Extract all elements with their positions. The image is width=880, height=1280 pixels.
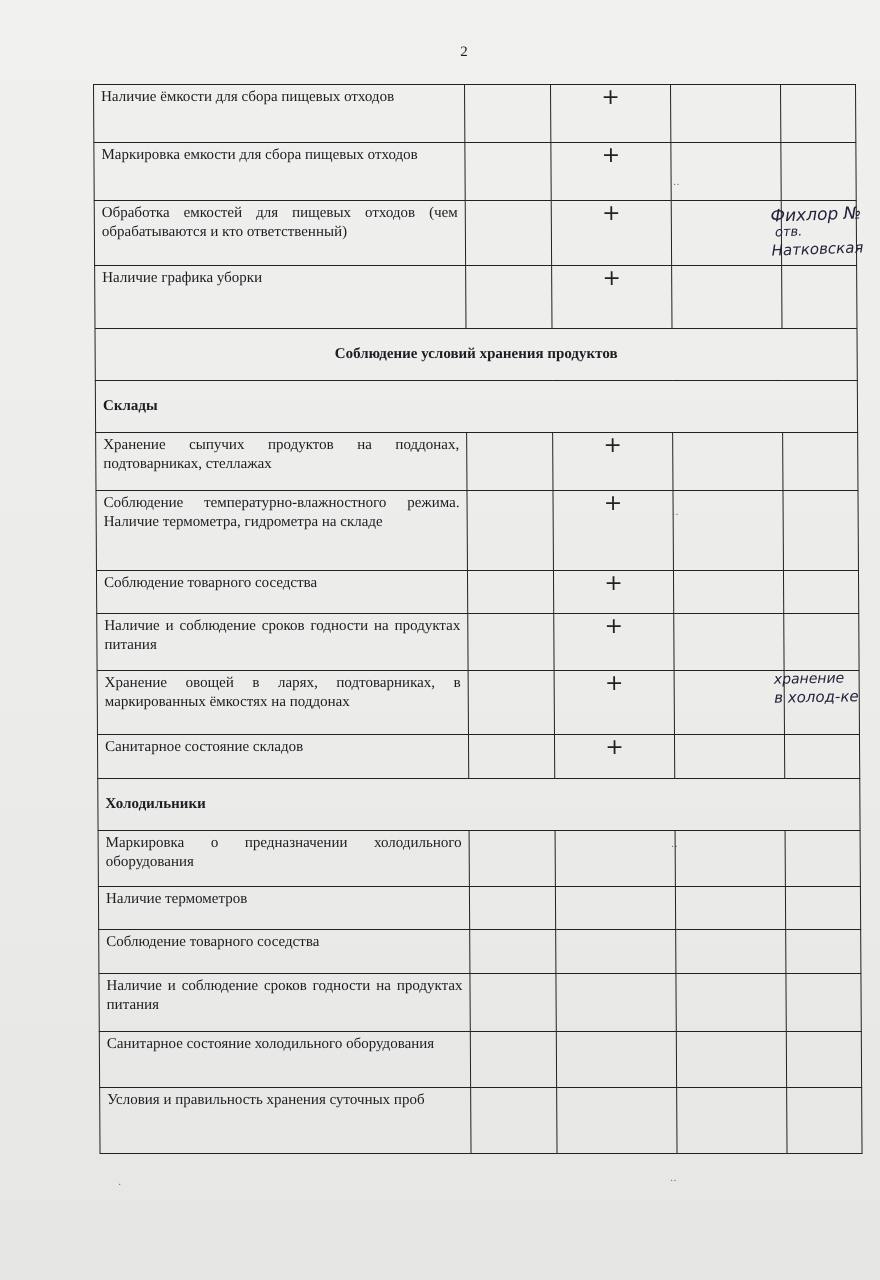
empty-cell xyxy=(671,85,781,143)
paper-speck: ·· xyxy=(673,180,680,191)
empty-cell xyxy=(469,887,555,930)
check-mark: + xyxy=(603,491,623,516)
empty-cell xyxy=(467,491,553,571)
handwritten-note-line: Натковская xyxy=(771,238,864,260)
empty-cell xyxy=(468,671,554,735)
empty-cell xyxy=(465,143,551,201)
empty-cell xyxy=(783,433,858,491)
item-label: Соблюдение товарного соседства xyxy=(99,930,470,974)
empty-cell xyxy=(466,266,552,329)
empty-cell xyxy=(781,85,856,143)
empty-cell xyxy=(671,143,781,201)
table-row xyxy=(100,1088,862,1154)
subsection-row xyxy=(95,381,857,433)
handwritten-note-storage xyxy=(774,669,859,706)
mark-cell xyxy=(555,887,675,930)
table-row xyxy=(96,491,858,571)
mark-cell xyxy=(555,831,675,887)
subsection-title: Холодильники xyxy=(98,779,860,831)
empty-cell xyxy=(675,887,785,930)
table-row xyxy=(96,571,858,614)
empty-cell xyxy=(785,831,860,887)
empty-cell xyxy=(471,1088,557,1154)
table-row xyxy=(96,433,858,491)
empty-cell xyxy=(672,266,782,329)
item-label: Маркировка емкости для сбора пищевых отходов xyxy=(94,143,465,201)
item-label: Соблюдение товарного соседства xyxy=(96,571,467,614)
empty-cell xyxy=(469,831,555,887)
mark-cell xyxy=(556,930,676,974)
empty-cell xyxy=(674,735,784,779)
empty-cell xyxy=(468,614,554,671)
empty-cell xyxy=(676,1032,786,1088)
check-mark: + xyxy=(604,614,624,639)
mark-cell xyxy=(553,433,673,491)
item-label: Санитарное состояние складов xyxy=(97,735,468,779)
table-row xyxy=(99,1032,861,1088)
empty-cell xyxy=(465,85,551,143)
mark-cell xyxy=(551,201,671,266)
empty-cell xyxy=(465,201,551,266)
table-row xyxy=(97,614,859,671)
paper-speck: ·· xyxy=(672,510,679,521)
empty-cell xyxy=(673,571,783,614)
item-label: Соблюдение температурно-влажностного режима. Наличие термометра, гидрометра на складе xyxy=(96,491,467,571)
item-label: Маркировка о предназначении холодильного оборудования xyxy=(98,831,469,887)
empty-cell xyxy=(470,1032,556,1088)
mark-cell xyxy=(554,614,674,671)
table-row xyxy=(99,930,861,974)
table-row xyxy=(97,671,859,735)
mark-cell xyxy=(556,974,676,1032)
item-label: Наличие графика уборки xyxy=(95,266,466,329)
check-mark: + xyxy=(601,201,621,226)
mark-cell xyxy=(553,571,673,614)
table-row xyxy=(94,85,856,143)
empty-cell xyxy=(470,974,556,1032)
table-row xyxy=(98,831,860,887)
empty-cell xyxy=(467,571,553,614)
empty-cell xyxy=(782,266,857,329)
empty-cell xyxy=(784,614,859,671)
table-row xyxy=(94,201,856,266)
item-label: Наличие и соблюдение сроков годности на продуктах питания xyxy=(97,614,468,671)
section-row xyxy=(95,329,857,381)
table-row xyxy=(97,735,859,779)
empty-cell xyxy=(786,1032,861,1088)
empty-cell xyxy=(676,974,786,1032)
empty-cell xyxy=(783,491,858,571)
mark-cell xyxy=(551,85,671,143)
handwritten-note-line: в холод-ке xyxy=(774,687,859,707)
handwritten-note-disinfectant xyxy=(770,204,864,259)
check-mark: + xyxy=(602,266,621,291)
handwritten-note-line: хранение xyxy=(773,670,845,688)
handwritten-note-line: отв. xyxy=(774,224,803,241)
empty-cell xyxy=(674,671,784,735)
empty-cell xyxy=(677,1088,787,1154)
item-label: Хранение сыпучих продуктов на поддонах, подтоварниках, стеллажах xyxy=(96,433,467,491)
mark-cell xyxy=(554,735,674,779)
mark-cell xyxy=(552,266,672,329)
empty-cell xyxy=(786,974,861,1032)
item-label: Наличие ёмкости для сбора пищевых отходов xyxy=(94,85,465,143)
empty-cell xyxy=(675,831,785,887)
mark-cell xyxy=(553,491,673,571)
empty-cell xyxy=(781,143,856,201)
subsection-row xyxy=(98,779,860,831)
check-mark: + xyxy=(601,85,620,110)
table-row xyxy=(98,887,860,930)
check-mark: + xyxy=(605,735,624,760)
mark-cell xyxy=(557,1088,677,1154)
table-row xyxy=(94,143,856,201)
empty-cell xyxy=(676,930,786,974)
mark-cell xyxy=(556,1032,676,1088)
paper-speck: · xyxy=(118,1180,122,1191)
paper-speck: ·· xyxy=(670,1176,677,1187)
mark-cell xyxy=(554,671,674,735)
empty-cell xyxy=(785,887,860,930)
empty-cell xyxy=(468,735,554,779)
table-row xyxy=(95,266,857,329)
check-mark: + xyxy=(601,143,621,168)
item-label: Санитарное состояние холодильного оборудования xyxy=(99,1032,470,1088)
page-number: 2 xyxy=(460,44,468,60)
check-mark: + xyxy=(604,671,624,696)
empty-cell xyxy=(673,433,783,491)
item-label: Обработка емкостей для пищевых отходов (чем обрабатываются и кто ответственный) xyxy=(94,201,465,266)
empty-cell xyxy=(784,735,859,779)
paper-speck: ·· xyxy=(671,842,678,853)
table-row xyxy=(99,974,861,1032)
section-title: Соблюдение условий хранения продуктов xyxy=(95,329,857,381)
item-label: Наличие термометров xyxy=(98,887,469,930)
empty-cell xyxy=(671,201,781,266)
handwritten-note-line: Фихлор № xyxy=(770,203,862,227)
empty-cell xyxy=(673,491,783,571)
empty-cell xyxy=(674,614,784,671)
item-label: Наличие и соблюдение сроков годности на продуктах питания xyxy=(99,974,470,1032)
item-label: Условия и правильность хранения суточных проб xyxy=(100,1088,471,1154)
empty-cell xyxy=(470,930,556,974)
empty-cell xyxy=(783,571,858,614)
mark-cell xyxy=(551,143,671,201)
inspection-table xyxy=(93,84,863,1154)
empty-cell xyxy=(787,1088,862,1154)
empty-cell xyxy=(786,930,861,974)
empty-cell xyxy=(467,433,553,491)
check-mark: + xyxy=(603,433,623,458)
check-mark: + xyxy=(604,571,623,596)
subsection-title: Склады xyxy=(95,381,857,433)
item-label: Хранение овощей в ларях, подтоварниках, в маркированных ёмкостях на поддонах xyxy=(97,671,468,735)
